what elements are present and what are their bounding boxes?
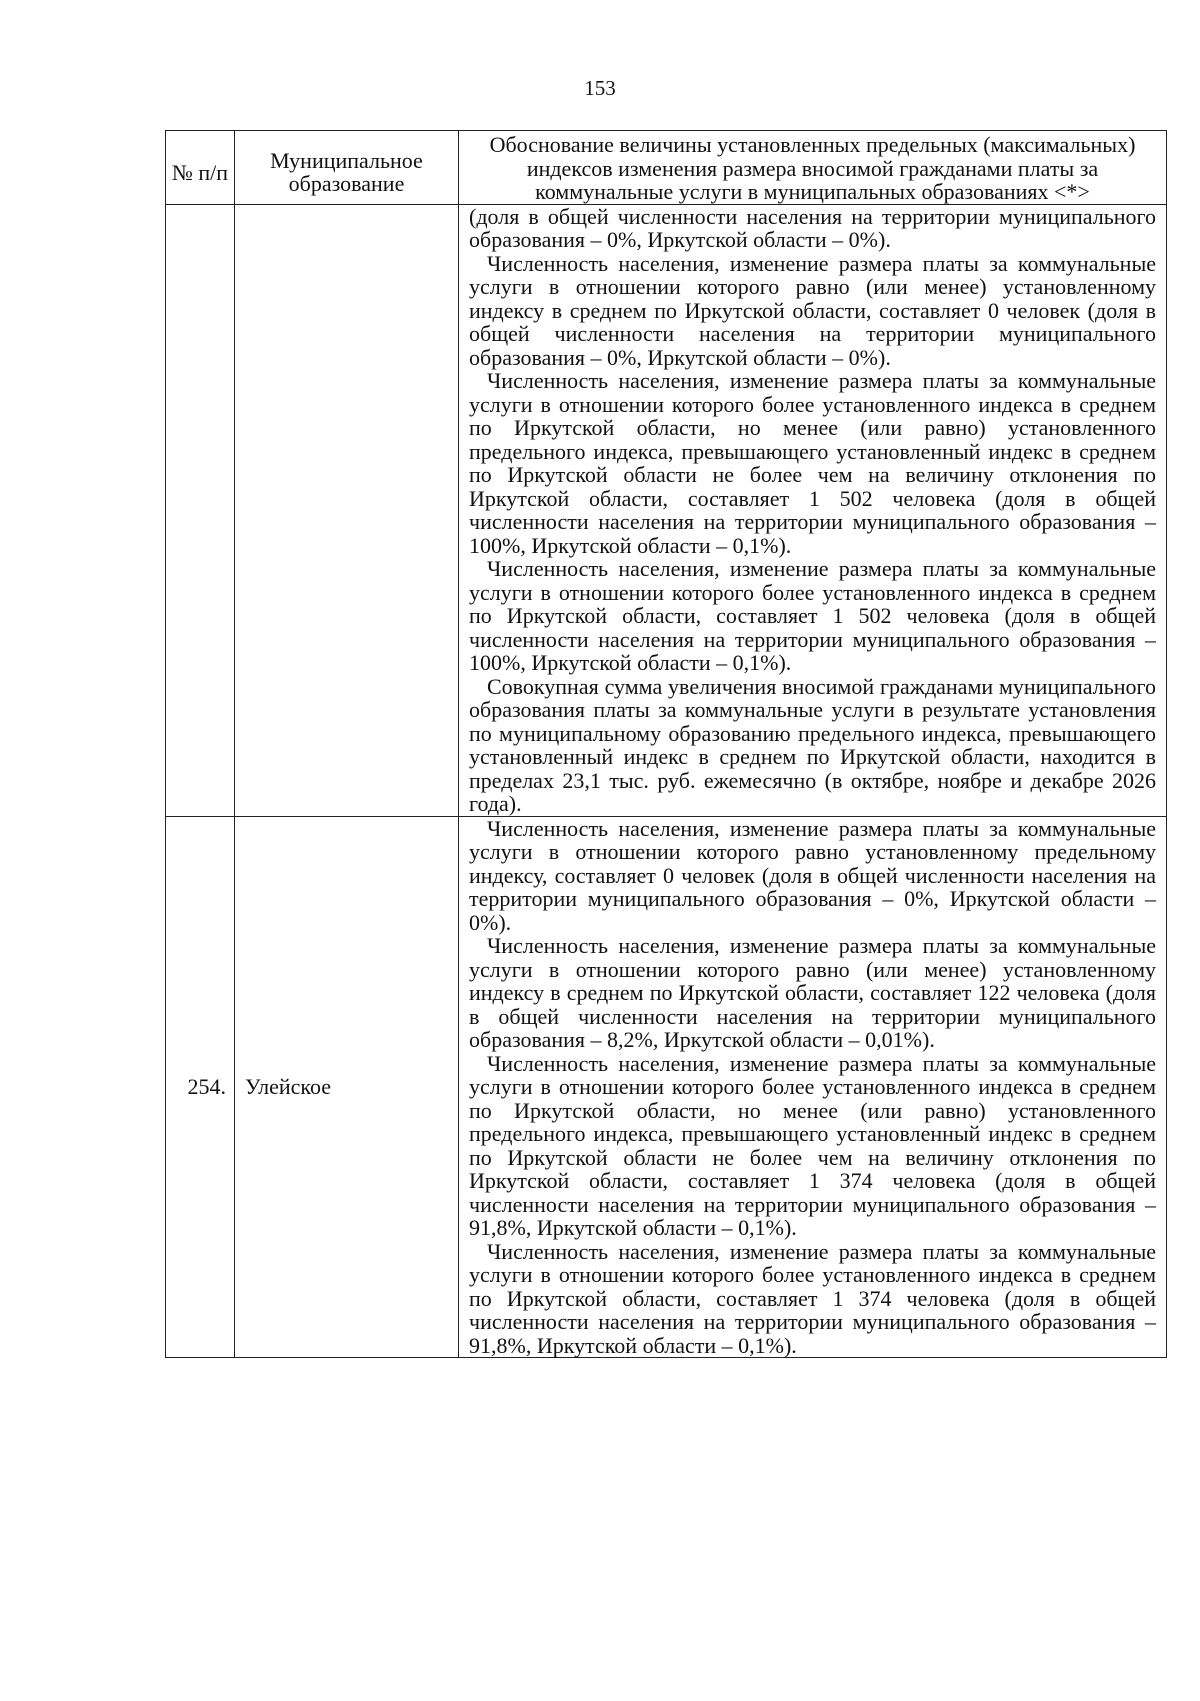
justification-paragraph: Совокупная сумма увеличения вносимой гражданами муниципального образования платы за коммунальные услуги в результате установления по муниципальному образованию предельного индекса, превышающего установленный индекс в среднем по Иркутской области, находится в пределах 23,1 тыс. руб. ежемесячно (в октябре, ноябре и декабре 2026 года). (469, 673, 1156, 816)
row-justification (459, 204, 1167, 816)
row-num: 254. (166, 816, 235, 1358)
row-num (166, 204, 235, 816)
justification-paragraph: Численность населения, изменение размера платы за коммунальные услуги в отношении которого равно установленному предельному индексу, составляет 0 человек (доля в общей численности населения на территории муниципального образования – 0%, Иркутской области – 0%). (469, 815, 1156, 935)
header-num: № п/п (166, 131, 235, 205)
justification-paragraph: Численность населения, изменение размера платы за коммунальные услуги в отношении которого более установленного индекса в среднем по Иркутской области, но менее (или равно) установленного предельного индекса, превышающего установленный индекс в среднем по Иркутской области не более чем на величину отклонения по Иркутской области, составляет 1 374 человека (доля в общей численности населения на территории муниципального образования – 91,8%, Иркутской области – 0,1%). (469, 1050, 1156, 1240)
page-number: 153 (584, 76, 616, 100)
justification-paragraph: Численность населения, изменение размера платы за коммунальные услуги в отношении которого равно (или менее) установленному индексу в среднем по Иркутской области, составляет 122 человека (доля в общей численности населения на территории муниципального образования – 8,2%, Иркутской области – 0,01%). (469, 933, 1156, 1052)
justification-paragraph: (доля в общей численности населения на территории муниципального образования – 0%, Иркутской области – 0%). (469, 203, 1156, 252)
justification-paragraph: Численность населения, изменение размера платы за коммунальные услуги в отношении которого равно (или менее) установленному индексу в среднем по Иркутской области, составляет 0 человек (доля в общей численности населения на территории муниципального образования – 0%, Иркутской области – 0%). (469, 250, 1156, 370)
justification-paragraph: Численность населения, изменение размера платы за коммунальные услуги в отношении которого более установленного индекса в среднем по Иркутской области, составляет 1 502 человека (доля в общей численности населения на территории муниципального образования – 100%, Иркутской области – 0,1%). (469, 556, 1156, 675)
justification-paragraph: Численность населения, изменение размера платы за коммунальные услуги в отношении которого более установленного индекса в среднем по Иркутской области, составляет 1 374 человека (доля в общей численности населения на территории муниципального образования – 91,8%, Иркутской области – 0,1%). (469, 1238, 1156, 1358)
header-justification: Обоснование величины установленных предельных (максимальных) индексов изменения размера вносимой гражданами платы за коммунальные услуги в муниципальных образованиях <*> (459, 131, 1167, 205)
table-header-row (166, 131, 1167, 205)
index-justification-table (165, 130, 1167, 1358)
header-municipality: Муниципальное образование (235, 131, 459, 205)
table-row (166, 816, 1167, 1358)
table-row (166, 204, 1167, 816)
row-municipality: Улейское (235, 816, 459, 1358)
row-justification (459, 816, 1167, 1358)
justification-paragraph: Численность населения, изменение размера платы за коммунальные услуги в отношении которого более установленного индекса в среднем по Иркутской области, но менее (или равно) установленного предельного индекса, превышающего установленный индекс в среднем по Иркутской области не более чем на величину отклонения по Иркутской области, составляет 1 502 человека (доля в общей численности населения на территории муниципального образования – 100%, Иркутской области – 0,1%). (469, 368, 1156, 558)
row-municipality (235, 204, 459, 816)
